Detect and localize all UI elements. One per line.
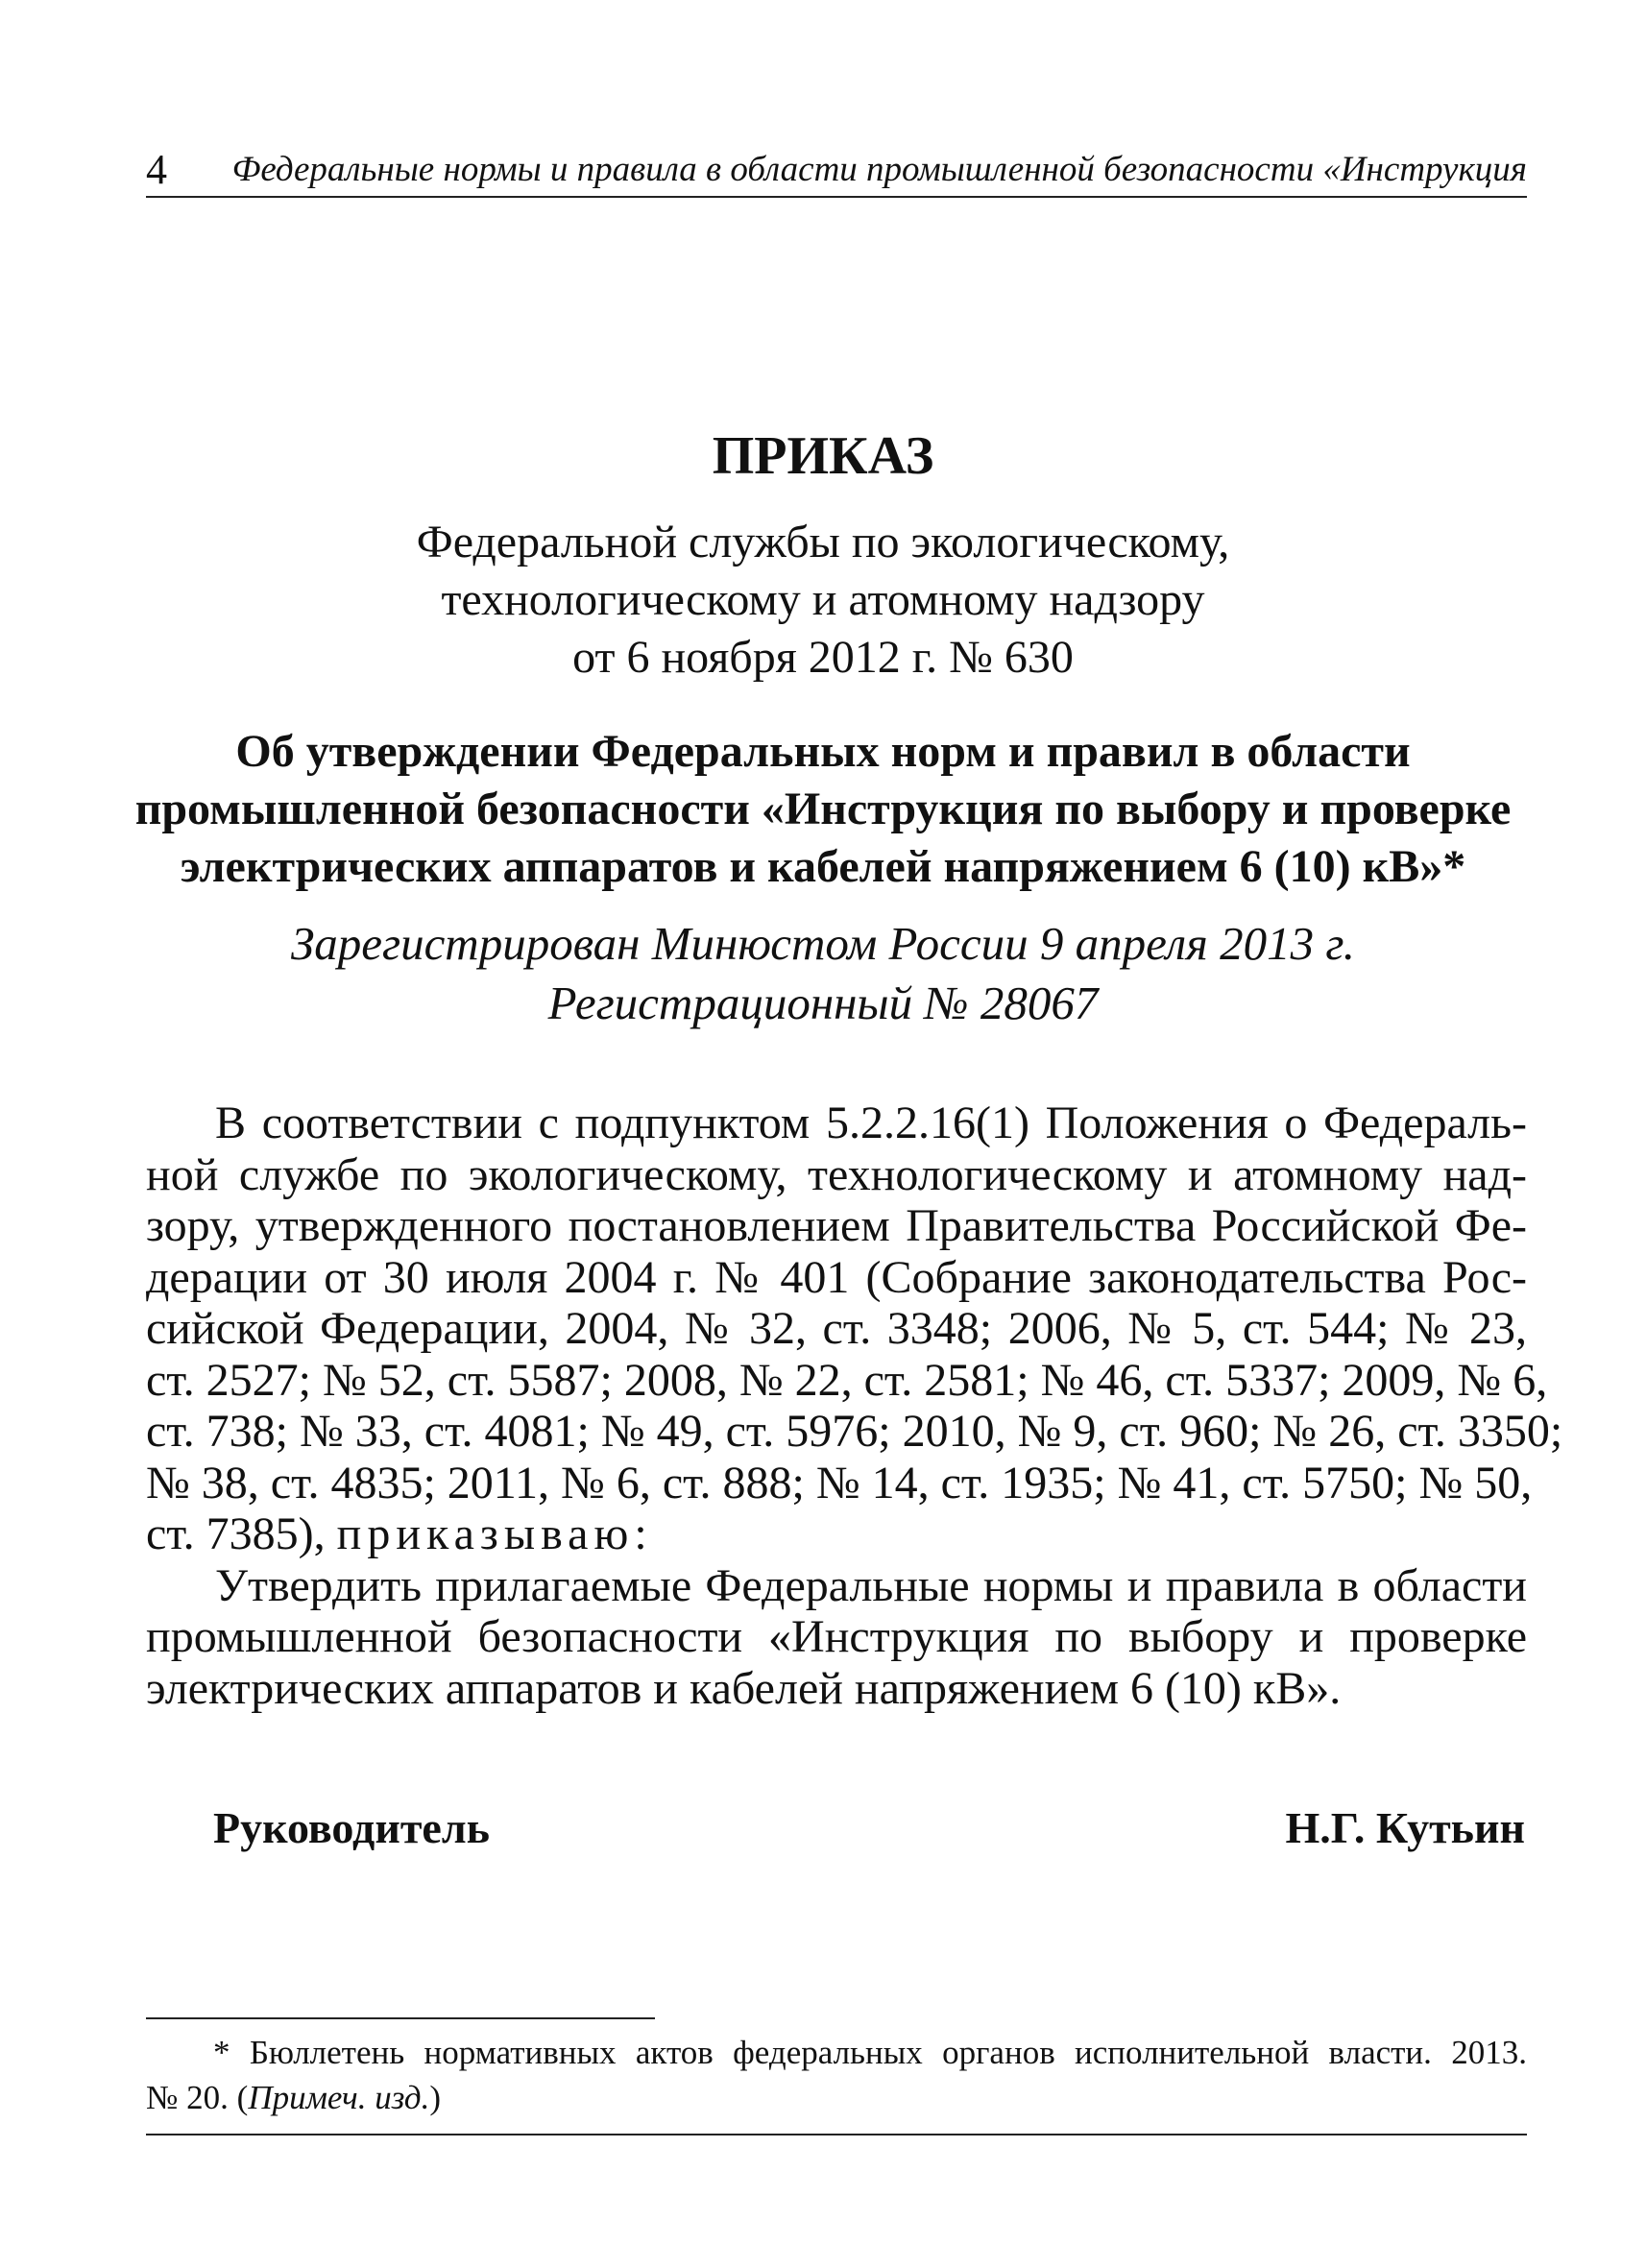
body-line: зору, утвержденного постановлением Правительства Российской Фе- bbox=[146, 1200, 1527, 1251]
body-line: дерации от 30 июля 2004 г. № 401 (Собрание законодательства Рос- bbox=[146, 1251, 1527, 1303]
subject-line: промышленной безопасности «Инструкция по выбору и проверке bbox=[134, 784, 1512, 834]
order-body bbox=[146, 1098, 1563, 1714]
signatory-name: Н.Г. Кутьин bbox=[1285, 1803, 1525, 1852]
order-subject bbox=[0, 723, 1646, 896]
footnote-line: * Бюллетень нормативных актов федеральных органов исполнительной власти. 2013. bbox=[213, 2034, 1527, 2071]
page-number: 4 bbox=[146, 146, 167, 193]
order-verb: приказываю: bbox=[336, 1508, 653, 1559]
body-line: Утвердить прилагаемые Федеральные нормы и правила в области bbox=[215, 1559, 1527, 1611]
body-line: № 38, ст. 4835; 2011, № 6, ст. 888; № 14, ст. 1935; № 41, ст. 5750; № 50, bbox=[146, 1457, 1533, 1508]
body-line: ст. 738; № 33, ст. 4081; № 49, ст. 5976; 2010, № 9, ст. 960; № 26, ст. 3350; bbox=[146, 1406, 1563, 1457]
issuer-block bbox=[0, 514, 1646, 687]
running-title: Федеральные нормы и правила в области промышленной безопасности «Инструкция bbox=[231, 150, 1527, 189]
order-title: ПРИКАЗ bbox=[712, 426, 934, 486]
body-line-final bbox=[146, 1508, 1527, 1560]
footnote-divider bbox=[146, 2017, 655, 2019]
footnote-prefix: № 20. ( bbox=[146, 2079, 249, 2116]
issuer-line: Федеральной службы по экологическому, bbox=[416, 517, 1230, 567]
footnote bbox=[146, 2030, 1527, 2120]
body-line: ной службе по экологическому, технологическому и атомному над- bbox=[146, 1148, 1527, 1200]
footnote-suffix: ) bbox=[429, 2079, 441, 2116]
footnote-editor-note: Примеч. изд. bbox=[248, 2079, 430, 2116]
footnote-line bbox=[146, 2075, 1527, 2120]
subject-line: Об утверждении Федеральных норм и правил в области bbox=[235, 726, 1411, 777]
body-line: промышленной безопасности «Инструкция по выбору и проверке bbox=[146, 1611, 1527, 1662]
registration-block bbox=[0, 914, 1646, 1033]
body-line: В соответствии с подпунктом 5.2.2.16(1) Положения о Федераль- bbox=[215, 1098, 1527, 1148]
body-line: ст. 2527; № 52, ст. 5587; 2008, № 22, ст. 2581; № 46, ст. 5337; 2009, № 6, bbox=[146, 1354, 1548, 1406]
subject-line: электрических аппаратов и кабелей напряжением 6 (10) кВ»* bbox=[180, 841, 1466, 892]
issuer-date-line: от 6 ноября 2012 г. № 630 bbox=[572, 632, 1074, 683]
signatory-position: Руководитель bbox=[213, 1803, 490, 1852]
registration-number: Регистрационный № 28067 bbox=[547, 977, 1099, 1029]
body-line: электрических аппаратов и кабелей напряжением 6 (10) кВ». bbox=[146, 1662, 1342, 1714]
registration-line: Зарегистрирован Минюстом России 9 апреля 2013 г. bbox=[290, 917, 1356, 970]
running-header bbox=[146, 144, 1527, 198]
body-line-prefix: ст. 7385), bbox=[146, 1508, 337, 1559]
bottom-divider bbox=[146, 2134, 1527, 2135]
body-line: сийской Федерации, 2004, № 32, ст. 3348; 2006, № 5, ст. 544; № 23, bbox=[146, 1303, 1527, 1354]
issuer-line: технологическому и атомному надзору bbox=[441, 574, 1205, 625]
